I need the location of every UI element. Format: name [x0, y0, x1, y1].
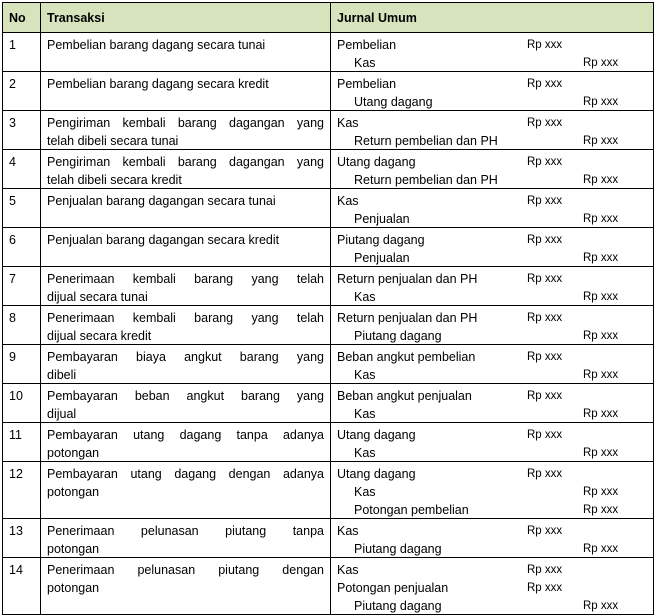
jurnal-cell	[331, 150, 653, 188]
jurnal-debit: Rp xxx	[527, 312, 563, 324]
jurnal-credit: Rp xxx	[583, 408, 619, 420]
transaksi-line: Pengiriman kembali barang dagangan yang	[47, 116, 324, 130]
jurnal-account: Penjualan	[354, 251, 410, 265]
jurnal-cell	[331, 228, 653, 266]
jurnal-entry	[331, 288, 653, 306]
transaksi-line: dijual secara tunai	[47, 290, 148, 304]
jurnal-account: Return pembelian dan PH	[354, 134, 498, 148]
jurnal-credit: Rp xxx	[583, 369, 619, 381]
jurnal-entry	[331, 483, 653, 501]
journal-table	[2, 2, 654, 615]
table-row	[2, 423, 654, 462]
jurnal-credit: Rp xxx	[583, 252, 619, 264]
jurnal-credit: Rp xxx	[583, 600, 619, 612]
jurnal-cell	[331, 306, 653, 344]
jurnal-account: Utang dagang	[354, 95, 433, 109]
row-number: 8	[3, 306, 41, 344]
jurnal-entry	[331, 540, 653, 558]
jurnal-account: Kas	[354, 485, 376, 499]
jurnal-credit: Rp xxx	[583, 57, 619, 69]
table-header	[2, 2, 654, 33]
jurnal-account: Return penjualan dan PH	[337, 272, 478, 286]
jurnal-entry	[331, 210, 653, 228]
table-body	[2, 33, 654, 615]
jurnal-entry	[331, 309, 653, 327]
jurnal-entry	[331, 153, 653, 171]
jurnal-credit: Rp xxx	[583, 447, 619, 459]
table-row	[2, 267, 654, 306]
row-number: 10	[3, 384, 41, 422]
jurnal-debit: Rp xxx	[527, 564, 563, 576]
transaksi-cell	[41, 33, 331, 71]
jurnal-cell	[331, 345, 653, 383]
jurnal-cell	[331, 267, 653, 305]
transaksi-line: telah dibeli secara kredit	[47, 173, 182, 187]
jurnal-entry	[331, 132, 653, 150]
jurnal-entry	[331, 36, 653, 54]
jurnal-account: Kas	[337, 194, 359, 208]
jurnal-account: Kas	[337, 524, 359, 538]
transaksi-cell	[41, 423, 331, 461]
table-row	[2, 111, 654, 150]
transaksi-line: Penjualan barang dagangan secara kredit	[47, 233, 280, 247]
jurnal-account: Kas	[354, 407, 376, 421]
table-row	[2, 384, 654, 423]
header-no: No	[3, 3, 41, 32]
jurnal-account: Penjualan	[354, 212, 410, 226]
jurnal-account: Utang dagang	[337, 428, 416, 442]
row-number: 2	[3, 72, 41, 110]
transaksi-line: Penerimaan kembali barang yang telah	[47, 272, 324, 286]
jurnal-credit: Rp xxx	[583, 213, 619, 225]
jurnal-entry	[331, 192, 653, 210]
jurnal-account: Kas	[337, 563, 359, 577]
table-row	[2, 150, 654, 189]
jurnal-account: Utang dagang	[337, 155, 416, 169]
transaksi-line: telah dibeli secara tunai	[47, 134, 179, 148]
jurnal-debit: Rp xxx	[527, 234, 563, 246]
jurnal-entry	[331, 327, 653, 345]
jurnal-account: Kas	[354, 56, 376, 70]
jurnal-cell	[331, 423, 653, 461]
transaksi-cell	[41, 306, 331, 344]
transaksi-cell	[41, 267, 331, 305]
jurnal-entry	[331, 54, 653, 72]
jurnal-debit: Rp xxx	[527, 195, 563, 207]
jurnal-credit: Rp xxx	[583, 543, 619, 555]
transaksi-cell	[41, 228, 331, 266]
jurnal-cell	[331, 111, 653, 149]
jurnal-debit: Rp xxx	[527, 156, 563, 168]
jurnal-account: Pembelian	[337, 38, 397, 52]
transaksi-line: dijual	[47, 407, 77, 421]
row-number: 11	[3, 423, 41, 461]
transaksi-cell	[41, 519, 331, 557]
jurnal-account: Piutang dagang	[337, 233, 425, 247]
jurnal-cell	[331, 519, 653, 557]
jurnal-entry	[331, 501, 653, 519]
jurnal-account: Piutang dagang	[354, 599, 442, 613]
jurnal-entry	[331, 405, 653, 423]
row-number: 12	[3, 462, 41, 518]
jurnal-account: Pembelian	[337, 77, 397, 91]
table-row	[2, 345, 654, 384]
jurnal-entry	[331, 348, 653, 366]
transaksi-line: Penerimaan kembali barang yang telah	[47, 311, 324, 325]
jurnal-account: Potongan pembelian	[354, 503, 469, 517]
transaksi-line: potongan	[47, 485, 100, 499]
jurnal-entry	[331, 465, 653, 483]
jurnal-entry	[331, 366, 653, 384]
row-number: 3	[3, 111, 41, 149]
jurnal-entry	[331, 114, 653, 132]
row-number: 9	[3, 345, 41, 383]
transaksi-cell	[41, 558, 331, 614]
jurnal-entry	[331, 579, 653, 597]
jurnal-account: Kas	[354, 290, 376, 304]
jurnal-credit: Rp xxx	[583, 330, 619, 342]
jurnal-entry	[331, 249, 653, 267]
transaksi-cell	[41, 111, 331, 149]
row-number: 7	[3, 267, 41, 305]
transaksi-line: Penjualan barang dagangan secara tunai	[47, 194, 276, 208]
jurnal-cell	[331, 462, 653, 518]
jurnal-debit: Rp xxx	[527, 468, 563, 480]
table-row	[2, 33, 654, 72]
table-row	[2, 306, 654, 345]
jurnal-debit: Rp xxx	[527, 429, 563, 441]
jurnal-debit: Rp xxx	[527, 582, 563, 594]
transaksi-line: Pembelian barang dagang secara tunai	[47, 38, 266, 52]
jurnal-cell	[331, 33, 653, 71]
jurnal-account: Beban angkut pembelian	[337, 350, 476, 364]
jurnal-entry	[331, 561, 653, 579]
jurnal-entry	[331, 426, 653, 444]
jurnal-credit: Rp xxx	[583, 135, 619, 147]
row-number: 1	[3, 33, 41, 71]
jurnal-debit: Rp xxx	[527, 117, 563, 129]
jurnal-account: Piutang dagang	[354, 329, 442, 343]
transaksi-line: Pembelian barang dagang secara kredit	[47, 77, 269, 91]
table-row	[2, 228, 654, 267]
jurnal-account: Kas	[354, 368, 376, 382]
jurnal-credit: Rp xxx	[583, 174, 619, 186]
jurnal-debit: Rp xxx	[527, 390, 563, 402]
jurnal-cell	[331, 558, 653, 614]
row-number: 4	[3, 150, 41, 188]
jurnal-cell	[331, 384, 653, 422]
jurnal-credit: Rp xxx	[583, 504, 619, 516]
table-row	[2, 462, 654, 519]
jurnal-cell	[331, 72, 653, 110]
jurnal-entry	[331, 597, 653, 615]
jurnal-debit: Rp xxx	[527, 78, 563, 90]
jurnal-account: Return penjualan dan PH	[337, 311, 478, 325]
jurnal-account: Potongan penjualan	[337, 581, 449, 595]
jurnal-credit: Rp xxx	[583, 96, 619, 108]
transaksi-line: dijual secara kredit	[47, 329, 152, 343]
jurnal-entry	[331, 522, 653, 540]
transaksi-line: Penerimaan pelunasan piutang dengan	[47, 563, 324, 577]
row-number: 13	[3, 519, 41, 557]
row-number: 14	[3, 558, 41, 614]
jurnal-entry	[331, 444, 653, 462]
jurnal-account: Piutang dagang	[354, 542, 442, 556]
jurnal-debit: Rp xxx	[527, 525, 563, 537]
jurnal-entry	[331, 75, 653, 93]
transaksi-line: dibeli	[47, 368, 77, 382]
transaksi-line: Pembayaran utang dagang dengan adanya	[47, 467, 324, 481]
jurnal-account: Beban angkut penjualan	[337, 389, 472, 403]
transaksi-line: Penerimaan pelunasan piutang tanpa	[47, 524, 324, 538]
jurnal-account: Kas	[354, 446, 376, 460]
jurnal-account: Kas	[337, 116, 359, 130]
row-number: 6	[3, 228, 41, 266]
jurnal-debit: Rp xxx	[527, 351, 563, 363]
transaksi-cell	[41, 462, 331, 518]
transaksi-cell	[41, 189, 331, 227]
transaksi-line: Pembayaran biaya angkut barang yang	[47, 350, 324, 364]
transaksi-line: potongan	[47, 542, 100, 556]
transaksi-cell	[41, 384, 331, 422]
jurnal-credit: Rp xxx	[583, 291, 619, 303]
table-row	[2, 519, 654, 558]
jurnal-account: Utang dagang	[337, 467, 416, 481]
header-jurnal	[331, 3, 653, 32]
transaksi-cell	[41, 345, 331, 383]
table-row	[2, 72, 654, 111]
jurnal-entry	[331, 387, 653, 405]
transaksi-line: Pengiriman kembali barang dagangan yang	[47, 155, 324, 169]
jurnal-cell	[331, 189, 653, 227]
transaksi-cell	[41, 150, 331, 188]
jurnal-entry	[331, 171, 653, 189]
jurnal-entry	[331, 270, 653, 288]
jurnal-credit: Rp xxx	[583, 486, 619, 498]
jurnal-account: Return pembelian dan PH	[354, 173, 498, 187]
table-row	[2, 189, 654, 228]
row-number: 5	[3, 189, 41, 227]
table-row	[2, 558, 654, 615]
header-transaksi: Transaksi	[41, 3, 331, 32]
transaksi-line: Pembayaran beban angkut barang yang	[47, 389, 324, 403]
transaksi-line: potongan	[47, 446, 100, 460]
transaksi-line: potongan	[47, 581, 100, 595]
transaksi-cell	[41, 72, 331, 110]
jurnal-entry	[331, 231, 653, 249]
jurnal-entry	[331, 93, 653, 111]
transaksi-line: Pembayaran utang dagang tanpa adanya	[47, 428, 324, 442]
header-jurnal-label: Jurnal Umum	[337, 11, 417, 25]
jurnal-debit: Rp xxx	[527, 39, 563, 51]
jurnal-debit: Rp xxx	[527, 273, 563, 285]
